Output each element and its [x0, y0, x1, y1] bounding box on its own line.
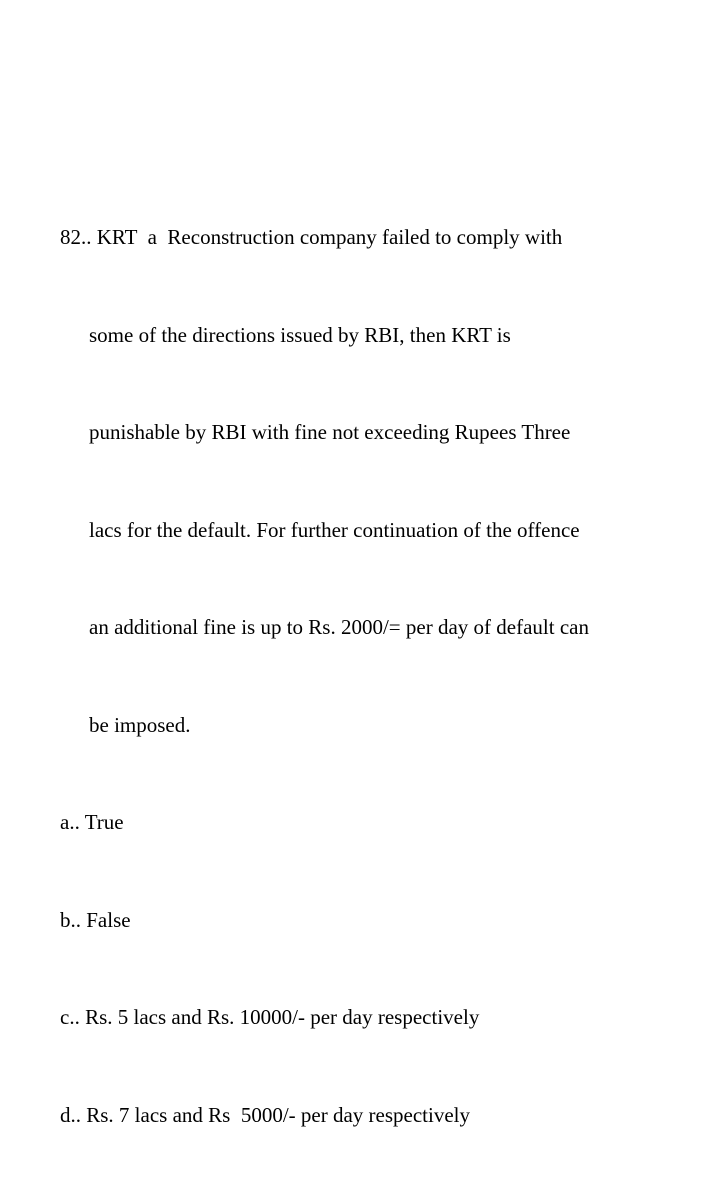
question-line-6: be imposed. — [89, 712, 191, 737]
option-c: c.. Rs. 5 lacs and Rs. 10000/- per day respectively — [60, 1005, 480, 1029]
question-line-2: some of the directions issued by RBI, then KRT is — [89, 322, 511, 347]
question-line-3: punishable by RBI with fine not exceeding Rupees Three — [89, 420, 571, 444]
question-line-4: lacs for the default. For further continuation of the offence — [89, 517, 580, 542]
question-line-1: 82.. KRT a Reconstruction company failed to comply with — [60, 225, 563, 249]
question-line-5: an additional fine is up to Rs. 2000/= per day of default can — [89, 615, 589, 639]
option-a: a.. True — [60, 810, 124, 834]
option-b: b.. False — [60, 907, 131, 932]
option-d: d.. Rs. 7 lacs and Rs 5000/- per day respectively — [60, 1102, 470, 1127]
question-block — [60, 156, 680, 1196]
